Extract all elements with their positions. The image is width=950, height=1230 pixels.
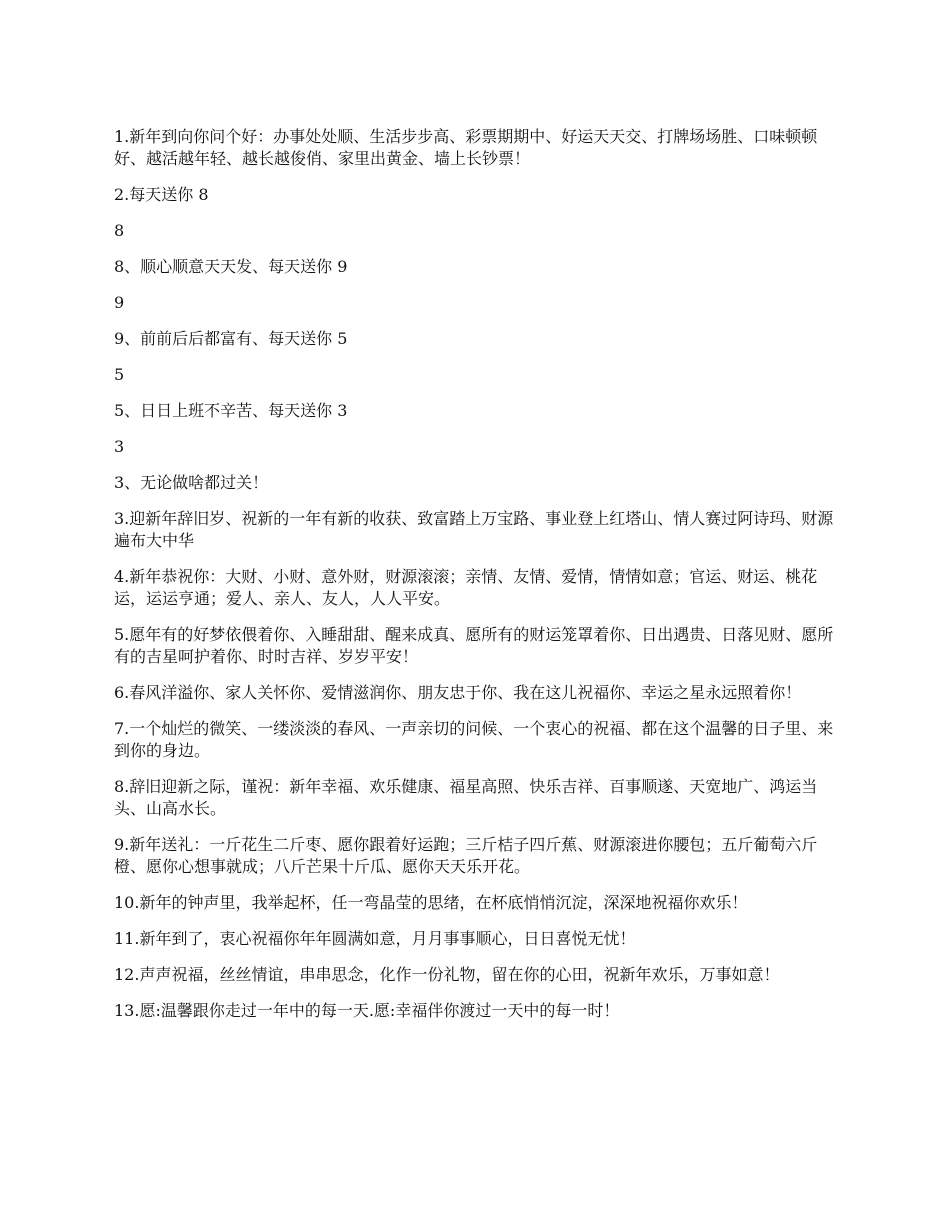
paragraph-5: 9 xyxy=(114,293,125,312)
paragraph-8: 5、日日上班不辛苦、每天送你 3 xyxy=(114,401,348,420)
paragraph-6: 9、前前后后都富有、每天送你 5 xyxy=(114,329,348,348)
paragraph-18: 10.新年的钟声里，我举起杯，任一弯晶莹的思绪，在杯底悄悄沉淀，深深地祝福你欢乐！ xyxy=(114,893,748,912)
document-body xyxy=(114,126,838,1036)
paragraph-1: 1.新年到向你问个好：办事处处顺、生活步步高、彩票期期中、好运天天交、打牌场场胜、口味顿顿好、越活越年轻、越长越俊俏、家里出黄金、墙上长钞票！ xyxy=(114,127,818,168)
paragraph-17: 9.新年送礼：一斤花生二斤枣、愿你跟着好运跑；三斤桔子四斤蕉、财源滚进你腰包；五斤葡萄六斤橙、愿你心想事就成；八斤芒果十斤瓜、愿你天天乐开花。 xyxy=(114,835,818,876)
paragraph-20: 12.声声祝福，丝丝情谊，串串思念，化作一份礼物，留在你的心田，祝新年欢乐，万事如意！ xyxy=(114,965,780,984)
paragraph-16: 8.辞旧迎新之际，谨祝：新年幸福、欢乐健康、福星高照、快乐吉祥、百事顺遂、天宽地广、鸿运当头、山高水长。 xyxy=(114,777,818,818)
paragraph-10: 3、无论做啥都过关！ xyxy=(114,473,269,492)
paragraph-13: 5.愿年有的好梦依偎着你、入睡甜甜、醒来成真、愿所有的财运笼罩着你、日出遇贵、日落见财、愿所有的吉星呵护着你、时时吉祥、岁岁平安！ xyxy=(114,625,834,666)
paragraph-15: 7.一个灿烂的微笑、一缕淡淡的春风、一声亲切的问候、一个衷心的祝福、都在这个温馨的日子里、来到你的身边。 xyxy=(114,719,834,760)
paragraph-12: 4.新年恭祝你：大财、小财、意外财，财源滚滚；亲情、友情、爱情，情情如意；官运、财运、桃花运，运运亨通；爱人、亲人、友人，人人平安。 xyxy=(114,567,818,608)
paragraph-4: 8、顺心顺意天天发、每天送你 9 xyxy=(114,257,348,276)
paragraph-14: 6.春风洋溢你、家人关怀你、爱情滋润你、朋友忠于你、我在这儿祝福你、幸运之星永远照着你！ xyxy=(114,683,802,702)
paragraph-9: 3 xyxy=(114,437,125,456)
paragraph-7: 5 xyxy=(114,365,125,384)
paragraph-11: 3.迎新年辞旧岁、祝新的一年有新的收获、致富踏上万宝路、事业登上红塔山、情人赛过阿诗玛、财源遍布大中华 xyxy=(114,509,834,550)
paragraph-19: 11.新年到了，衷心祝福你年年圆满如意，月月事事顺心，日日喜悦无忧！ xyxy=(114,929,636,948)
paragraph-2: 2.每天送你 8 xyxy=(114,185,209,204)
paragraph-3: 8 xyxy=(114,221,125,240)
paragraph-21: 13.愿:温馨跟你走过一年中的每一天.愿:幸福伴你渡过一天中的每一时！ xyxy=(114,1001,620,1020)
